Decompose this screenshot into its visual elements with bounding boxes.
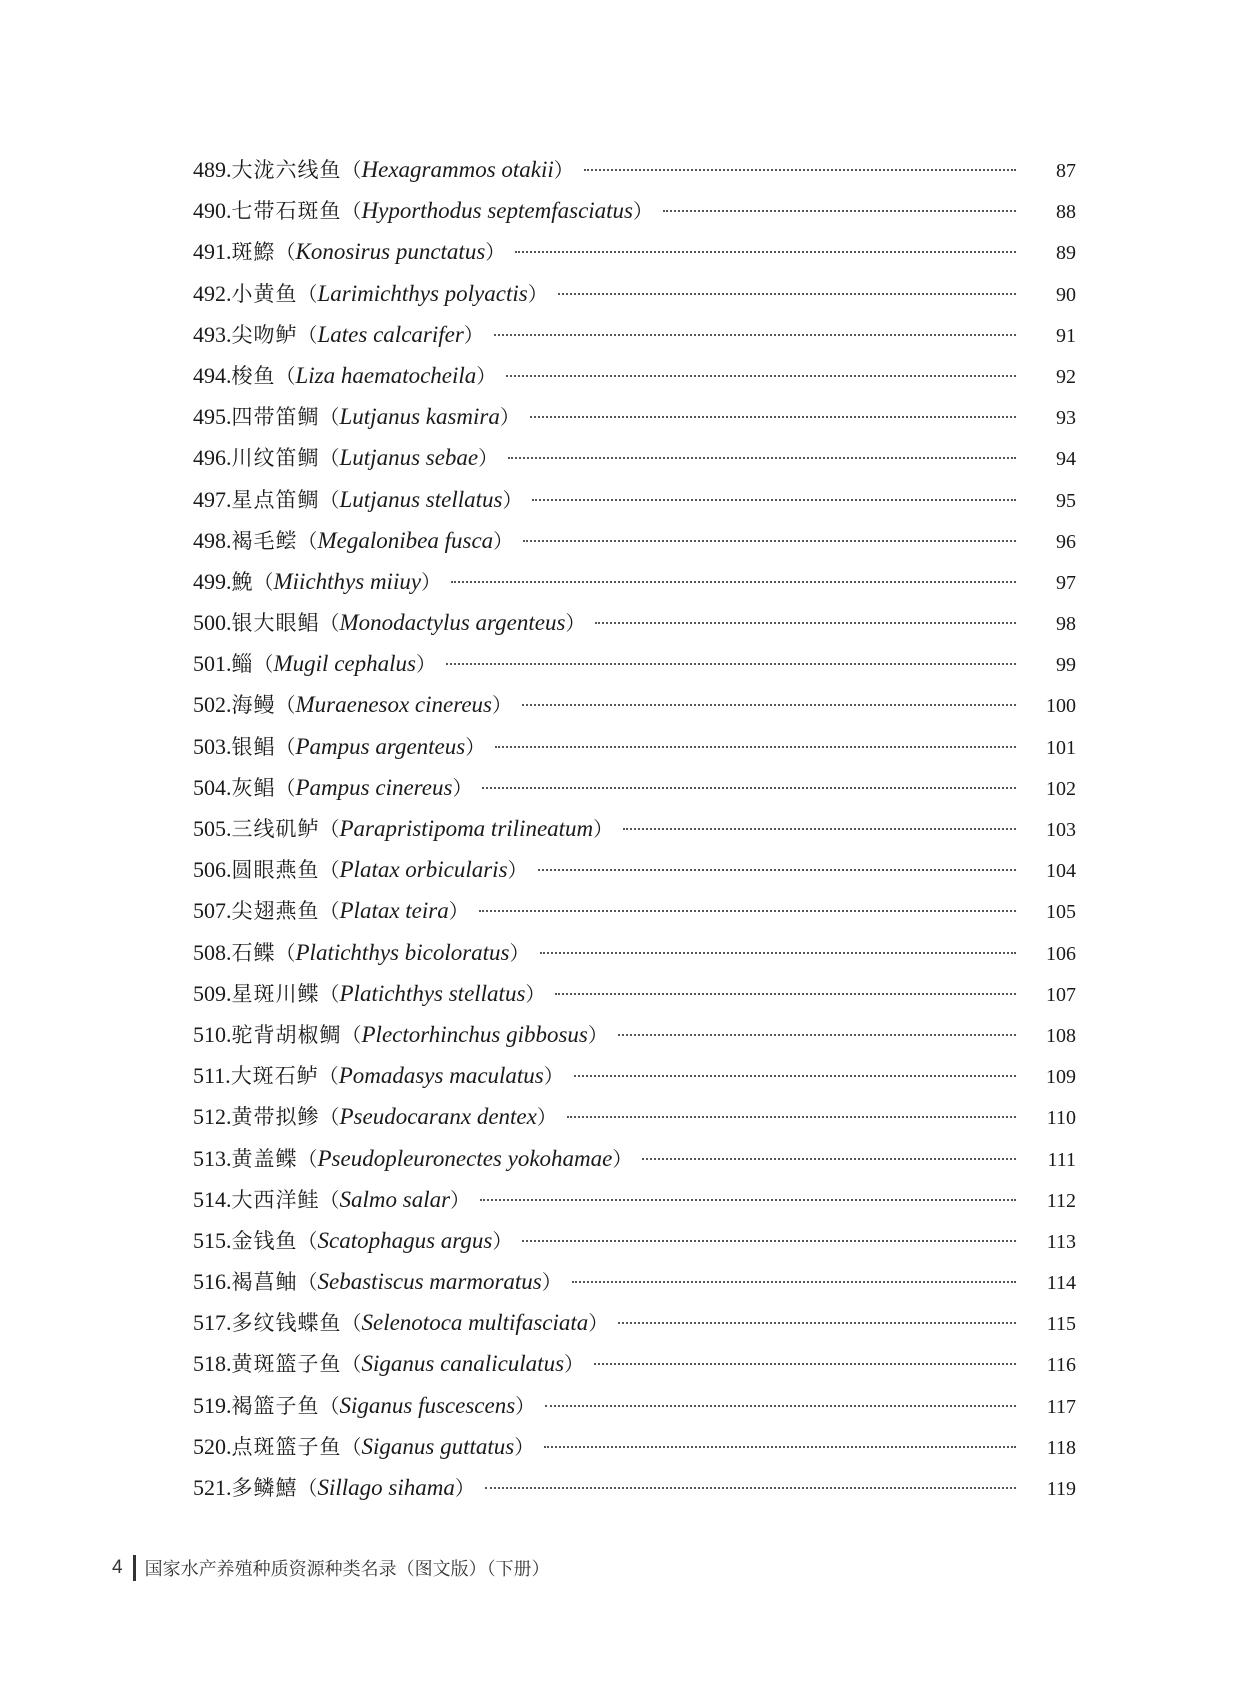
entry-page-number: 107 [1046,983,1076,1006]
close-paren: ） [492,693,512,718]
close-paren: ） [541,1270,562,1295]
entry-latin-name: Pampus cinereus [295,774,453,800]
open-paren: （ [341,1352,362,1377]
entry-page-number: 110 [1046,1107,1076,1130]
dot-leader [479,910,1016,912]
entry-chinese-name: 石鲽 [231,940,276,965]
dot-leader [558,293,1016,295]
entry-latin-name: Lutjanus kasmira [339,404,500,430]
entry-number: 508. [193,939,232,965]
entry-page-number: 101 [1046,736,1076,759]
entry-page-number: 92 [1056,365,1076,388]
entry-chinese-name: 黄带拟鲹 [231,1105,320,1130]
entry-number: 520. [193,1433,232,1459]
open-paren: （ [253,652,274,677]
entry-number: 514. [193,1186,232,1212]
entry-latin-name: Siganus guttatus [361,1433,515,1459]
close-paren: ） [536,1105,557,1130]
entry-latin-name: Siganus fuscescens [339,1392,516,1418]
entry-page-number: 109 [1046,1066,1076,1089]
dot-leader [495,746,1016,748]
toc-entry[interactable] [193,1225,1076,1266]
toc-entry[interactable] [193,442,1076,483]
entry-number: 494. [193,362,232,388]
toc-entry[interactable] [193,525,1076,566]
open-paren: （ [341,158,362,182]
entry-number: 489. [193,157,232,182]
entry-chinese-name: 圆眼燕鱼 [231,858,320,883]
entry-latin-name: Platichthys bicoloratus [295,939,510,965]
open-paren: （ [319,899,340,924]
entry-chinese-name: 褐毛鲿 [231,528,298,553]
open-paren: （ [319,981,340,1006]
entry-chinese-name: 梭鱼 [231,363,276,388]
entry-latin-name: Lates calcarifer [317,321,464,347]
entry-page-number: 93 [1056,407,1076,430]
entry-latin-name: Lutjanus stellatus [339,486,503,512]
toc-entry[interactable] [193,1101,1076,1142]
page-footer [112,1555,550,1581]
dot-leader [567,1116,1016,1118]
entry-latin-name: Platax orbicularis [339,857,508,883]
dot-leader [555,993,1016,995]
open-paren: （ [297,528,318,553]
entry-latin-name: Salmo salar [339,1186,451,1212]
entry-number: 506. [193,857,232,883]
entry-latin-name: Monodactylus argenteus [339,610,566,636]
entry-latin-name: Muraenesox cinereus [295,692,492,718]
toc-entry[interactable] [193,689,1076,730]
table-of-contents [193,154,1076,1513]
entry-page-number: 113 [1046,1230,1076,1253]
dot-leader [494,334,1016,336]
close-paren: ） [509,940,530,965]
entry-page-number: 88 [1056,201,1076,224]
open-paren: （ [275,734,296,759]
toc-entry[interactable] [193,607,1076,648]
open-paren: （ [341,199,362,224]
entry-number: 490. [193,198,232,224]
toc-entry[interactable] [193,566,1076,607]
entry-latin-name: Konosirus punctatus [295,239,486,265]
entry-page-number: 91 [1056,324,1076,347]
open-paren: （ [275,693,296,718]
entry-page-number: 111 [1047,1148,1076,1171]
dot-leader [530,416,1016,418]
entry-page-number: 90 [1056,283,1076,306]
entry-latin-name: Selenotoca multifasciata [361,1310,589,1336]
dot-leader [584,169,1016,171]
open-paren: （ [319,817,340,841]
entry-page-number: 96 [1056,530,1076,553]
entry-number: 511. [193,1063,231,1089]
close-paren: ） [593,817,614,841]
entry-chinese-name: 川纹笛鲷 [231,446,320,471]
entry-number: 504. [193,774,232,800]
dot-leader [663,210,1016,212]
entry-page-number: 112 [1046,1189,1076,1212]
entry-latin-name: Platax teira [339,898,449,924]
entry-number: 517. [193,1310,232,1336]
entry-chinese-name: 褐篮子鱼 [231,1393,320,1418]
entry-latin-name: Parapristipoma trilineatum [339,816,594,841]
entry-number: 499. [193,568,232,594]
entry-latin-name: Sebastiscus marmoratus [317,1269,542,1295]
open-paren: （ [297,1476,318,1500]
entry-number: 498. [193,527,232,553]
close-paren: ） [465,734,486,759]
entry-page-number: 104 [1046,860,1076,883]
toc-entry[interactable] [193,319,1076,360]
close-paren: ） [514,1434,535,1459]
entry-page-number: 105 [1046,901,1076,924]
open-paren: （ [275,240,296,265]
entry-chinese-name: 七带石斑鱼 [231,199,342,224]
toc-entry[interactable] [193,1307,1076,1348]
entry-number: 493. [193,321,232,347]
toc-entry[interactable] [193,1348,1076,1389]
entry-latin-name: Miichthys miiuy [273,568,422,594]
footer-page-number: 4 [112,1557,123,1578]
entry-number: 503. [193,733,232,759]
dot-leader [594,1363,1016,1365]
toc-entry[interactable] [193,1019,1076,1060]
dot-leader [506,375,1016,377]
entry-chinese-name: 多鳞鱚 [231,1476,298,1500]
entry-number: 492. [193,280,232,306]
entry-chinese-name: 尖翅燕鱼 [231,899,320,924]
dot-leader [618,1034,1016,1036]
entry-chinese-name: 大西洋鲑 [231,1187,320,1212]
open-paren: （ [341,1022,362,1047]
open-paren: （ [297,1270,318,1295]
entry-number: 521. [193,1475,232,1500]
entry-latin-name: Larimichthys polyactis [317,280,528,306]
dot-leader [522,704,1016,706]
entry-chinese-name: 斑鰶 [231,240,276,265]
entry-latin-name: Siganus canaliculatus [361,1351,565,1377]
toc-entry[interactable] [193,1143,1076,1184]
toc-entry[interactable] [193,1060,1076,1101]
open-paren: （ [319,1393,340,1418]
entry-latin-name: Plectorhinchus gibbosus [361,1021,588,1047]
dot-leader [508,457,1016,459]
entry-chinese-name: 星斑川鲽 [231,981,320,1006]
entry-page-number: 95 [1056,489,1076,512]
entry-latin-name: Mugil cephalus [273,651,416,677]
entry-latin-name: Sillago sihama [317,1475,455,1500]
toc-entry[interactable] [193,648,1076,689]
entry-chinese-name: 大斑石鲈 [230,1064,319,1089]
entry-chinese-name: 鲻 [231,652,254,677]
entry-page-number: 98 [1056,613,1076,636]
entry-page-number: 100 [1046,695,1076,718]
toc-entry[interactable] [193,813,1076,854]
entry-number: 501. [193,651,232,677]
open-paren: （ [319,858,340,883]
entry-latin-name: Scatophagus argus [317,1227,493,1253]
close-paren: ） [502,487,523,512]
open-paren: （ [297,1228,318,1253]
close-paren: ） [492,1228,513,1253]
close-paren: ） [633,199,654,224]
toc-entry[interactable] [193,978,1076,1019]
entry-chinese-name: 多纹钱蝶鱼 [231,1311,342,1336]
dot-leader [544,1446,1016,1448]
toc-entry[interactable] [193,1431,1076,1472]
open-paren: （ [341,1434,362,1459]
entry-number: 500. [193,610,232,636]
entry-number: 496. [193,445,232,471]
close-paren: ） [421,569,442,594]
entry-number: 518. [193,1351,232,1377]
entry-number: 510. [193,1021,232,1047]
footer-divider [133,1555,136,1581]
dot-leader [572,1281,1016,1283]
dot-leader [532,499,1016,501]
entry-chinese-name: 鮸 [231,569,254,594]
entry-chinese-name: 银鲳 [231,734,276,759]
entry-number: 502. [193,692,232,718]
close-paren: ） [525,981,546,1006]
open-paren: （ [275,940,296,965]
toc-entry[interactable] [193,1266,1076,1307]
close-paren: ） [587,1022,608,1047]
footer-book-title: 国家水产养殖种质资源种类名录（图文版）（下册） [144,1559,550,1580]
entry-page-number: 116 [1046,1354,1076,1377]
toc-entry[interactable] [193,278,1076,319]
toc-entry[interactable] [193,195,1076,236]
entry-page-number: 108 [1046,1024,1076,1047]
entry-number: 495. [193,404,232,430]
entry-chinese-name: 海鳗 [231,693,276,718]
entry-number: 519. [193,1392,232,1418]
close-paren: ） [564,1352,585,1377]
toc-entry[interactable] [193,484,1076,525]
entry-latin-name: Platichthys stellatus [339,980,526,1006]
open-paren: （ [297,322,318,347]
entry-number: 505. [193,816,232,841]
open-paren: （ [319,1187,340,1212]
entry-page-number: 99 [1056,654,1076,677]
close-paren: ） [450,1187,471,1212]
open-paren: （ [319,405,340,430]
entry-chinese-name: 金钱鱼 [231,1228,298,1253]
close-paren: ） [448,899,469,924]
close-paren: ） [565,611,586,636]
entry-page-number: 103 [1046,819,1076,841]
toc-entry[interactable] [193,236,1076,277]
entry-page-number: 119 [1046,1478,1076,1500]
dot-leader [540,952,1016,954]
dot-leader [618,1322,1016,1324]
dot-leader [574,1075,1016,1077]
toc-entry[interactable] [193,360,1076,401]
entry-page-number: 87 [1056,160,1076,182]
toc-entry[interactable] [193,895,1076,936]
entry-number: 497. [193,486,232,512]
entry-latin-name: Pseudocaranx dentex [339,1104,537,1130]
entry-page-number: 106 [1046,942,1076,965]
entry-number: 513. [193,1145,232,1171]
toc-entry[interactable] [193,401,1076,442]
close-paren: ） [553,158,574,182]
entry-page-number: 117 [1046,1395,1076,1418]
dot-leader [523,540,1016,542]
entry-chinese-name: 灰鲳 [231,775,276,800]
dot-leader [451,581,1016,583]
entry-latin-name: Hyporthodus septemfasciatus [361,198,634,224]
close-paren: ） [478,446,499,471]
entry-page-number: 114 [1046,1272,1076,1295]
close-paren: ） [454,1476,475,1500]
entry-chinese-name: 三线矶鲈 [231,817,320,841]
entry-chinese-name: 小黄鱼 [231,281,298,306]
entry-latin-name: Pseudopleuronectes yokohamae [317,1145,613,1171]
close-paren: ） [612,1146,633,1171]
open-paren: （ [319,611,340,636]
open-paren: （ [318,1064,339,1089]
toc-entry[interactable] [193,731,1076,772]
entry-chinese-name: 黄斑篮子鱼 [231,1352,342,1377]
entry-page-number: 115 [1046,1313,1076,1336]
entry-page-number: 118 [1046,1436,1076,1459]
open-paren: （ [297,281,318,306]
dot-leader [595,622,1016,624]
dot-leader [538,869,1016,871]
close-paren: ） [452,775,473,800]
toc-entry[interactable] [193,1184,1076,1225]
entry-number: 516. [193,1269,232,1295]
entry-number: 509. [193,980,232,1006]
entry-page-number: 97 [1056,571,1076,594]
dot-leader [480,1199,1016,1201]
open-paren: （ [319,446,340,471]
open-paren: （ [341,1311,362,1336]
toc-entry[interactable] [193,772,1076,813]
dot-leader [446,663,1016,665]
dot-leader [545,1405,1016,1407]
toc-entry[interactable] [193,854,1076,895]
entry-chinese-name: 褐菖鲉 [231,1270,298,1295]
close-paren: ） [493,528,514,553]
open-paren: （ [253,569,274,594]
entry-chinese-name: 尖吻鲈 [231,322,298,347]
entry-chinese-name: 点斑篮子鱼 [231,1434,342,1459]
dot-leader [482,787,1016,789]
close-paren: ） [588,1311,609,1336]
open-paren: （ [319,487,340,512]
entry-page-number: 94 [1056,448,1076,471]
entry-latin-name: Lutjanus sebae [339,445,479,471]
open-paren: （ [275,775,296,800]
entry-chinese-name: 驼背胡椒鲷 [231,1022,342,1047]
entry-chinese-name: 黄盖鲽 [231,1146,298,1171]
entry-latin-name: Liza haematocheila [295,362,477,388]
dot-leader [515,251,1016,253]
entry-latin-name: Pampus argenteus [295,733,466,759]
dot-leader [522,1240,1016,1242]
entry-chinese-name: 四带笛鲷 [231,405,320,430]
toc-entry[interactable] [193,937,1076,978]
dot-leader [623,828,1016,830]
close-paren: ） [463,322,484,347]
close-paren: ） [515,1393,536,1418]
open-paren: （ [275,363,296,388]
close-paren: ） [415,652,436,677]
entry-latin-name: Megalonibea fusca [317,527,494,553]
entry-number: 515. [193,1227,232,1253]
entry-number: 507. [193,898,232,924]
entry-number: 491. [193,239,232,265]
close-paren: ） [485,240,506,265]
open-paren: （ [319,1105,340,1130]
entry-chinese-name: 星点笛鲷 [231,487,320,512]
toc-entry[interactable] [193,154,1076,195]
close-paren: ） [507,858,528,883]
entry-number: 512. [193,1104,232,1130]
close-paren: ） [543,1064,564,1089]
close-paren: ） [527,281,548,306]
entry-page-number: 89 [1056,242,1076,265]
close-paren: ） [476,363,497,388]
close-paren: ） [499,405,520,430]
entry-chinese-name: 大泷六线鱼 [231,158,342,182]
entry-latin-name: Hexagrammos otakii [361,157,554,182]
toc-entry[interactable] [193,1390,1076,1431]
dot-leader [642,1158,1016,1160]
entry-page-number: 102 [1046,777,1076,800]
open-paren: （ [297,1146,318,1171]
dot-leader [485,1487,1016,1489]
entry-latin-name: Pomadasys maculatus [338,1063,544,1089]
toc-entry[interactable] [193,1472,1076,1513]
entry-chinese-name: 银大眼鲳 [231,611,320,636]
